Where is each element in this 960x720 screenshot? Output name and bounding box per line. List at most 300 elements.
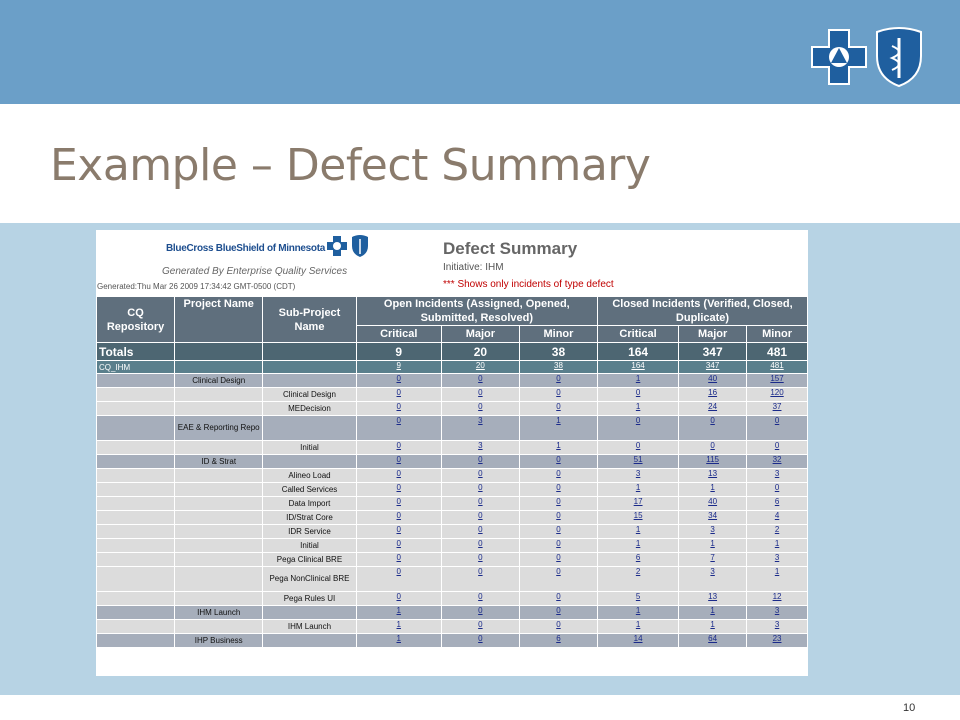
cell-sub-project-name	[263, 374, 355, 387]
open-major-count-link[interactable]: 0	[478, 388, 483, 397]
cell-closed-major	[679, 361, 746, 373]
cell-sub-project-name: Pega Clinical BRE	[263, 553, 355, 566]
closed-critical-count-link[interactable]: 17	[633, 497, 643, 506]
cell-project-name	[175, 388, 262, 401]
open-minor-count-link[interactable]: 0	[556, 469, 561, 478]
cell-sub-project-name: IHM Launch	[263, 620, 355, 633]
cell-open-major	[442, 361, 519, 373]
cell-open-critical	[357, 483, 441, 496]
closed-minor-count-link[interactable]: 2	[774, 525, 780, 534]
closed-major-count-link[interactable]: 40	[708, 497, 718, 506]
cell-open-minor	[520, 455, 597, 468]
open-major-count-link[interactable]: 0	[478, 483, 483, 492]
project-row	[97, 634, 807, 647]
cell-closed-minor	[747, 553, 807, 566]
cell-project-name	[175, 511, 262, 524]
open-major-count-link[interactable]: 0	[478, 455, 483, 464]
sub-project-row	[97, 525, 807, 538]
sub-project-row	[97, 620, 807, 633]
cell-project-name	[175, 539, 262, 552]
cell-open-major	[442, 634, 519, 647]
cell-project-name	[175, 469, 262, 482]
closed-critical-count-link[interactable]: 0	[635, 388, 641, 397]
open-minor-count-link[interactable]: 0	[556, 497, 561, 506]
cell-closed-major	[679, 567, 746, 591]
total-open-major: 20	[442, 343, 519, 360]
closed-minor-count-link[interactable]: 23	[772, 634, 782, 643]
cell-open-minor	[520, 567, 597, 591]
open-minor-count-link[interactable]: 0	[556, 455, 561, 464]
closed-critical-count-link[interactable]: 1	[635, 374, 641, 383]
closed-critical-count-link[interactable]: 1	[635, 606, 641, 615]
cell-open-critical	[357, 416, 441, 440]
closed-critical-count-link[interactable]: 1	[635, 539, 641, 548]
cell-open-minor	[520, 511, 597, 524]
defect-type-note: *** Shows only incidents of type defect	[443, 279, 614, 290]
open-critical-count-link[interactable]: 0	[396, 441, 401, 450]
footer-band	[0, 695, 960, 720]
cell-open-critical	[357, 455, 441, 468]
cell-open-critical	[357, 634, 441, 647]
cell-sub-project-name: Alineo Load	[263, 469, 355, 482]
report-header	[96, 230, 808, 296]
cell-open-major	[442, 567, 519, 591]
open-minor-count-link[interactable]: 0	[556, 592, 561, 601]
cell-open-critical	[357, 539, 441, 552]
closed-critical-count-link[interactable]: 15	[633, 511, 643, 520]
open-major-count-link[interactable]: 0	[478, 606, 483, 615]
cell-repository	[97, 511, 174, 524]
cell-repository	[97, 402, 174, 415]
cell-open-critical	[357, 441, 441, 454]
total-closed-minor: 481	[747, 343, 807, 360]
cell-sub-project-name: Clinical Design	[263, 388, 355, 401]
total-closed-major: 347	[679, 343, 746, 360]
open-minor-count-link[interactable]: 1	[556, 416, 561, 425]
open-major-count-link[interactable]: 0	[478, 567, 483, 576]
open-critical-count-link[interactable]: 1	[396, 606, 401, 615]
col-open-minor: Minor	[520, 326, 597, 342]
cell-closed-minor	[747, 402, 807, 415]
closed-major-count-link[interactable]: 3	[710, 525, 715, 534]
report-title: Defect Summary	[443, 239, 578, 258]
cell-open-minor	[520, 553, 597, 566]
cell-sub-project-name: Pega NonClinical BRE	[263, 567, 355, 591]
project-row	[97, 606, 807, 619]
cell-project-name	[175, 592, 262, 605]
cell-closed-minor	[747, 361, 807, 373]
closed-minor-count-link[interactable]: 3	[774, 620, 780, 629]
closed-minor-count-link[interactable]: 37	[772, 402, 782, 411]
generated-timestamp: Generated:Thu Mar 26 2009 17:34:42 GMT-0500 (CDT)	[97, 282, 296, 291]
open-critical-count-link[interactable]: 0	[396, 416, 401, 425]
closed-major-count-link[interactable]: 347	[705, 361, 720, 370]
open-minor-count-link[interactable]: 0	[556, 553, 561, 562]
cell-closed-minor	[747, 388, 807, 401]
cell-closed-major	[679, 539, 746, 552]
closed-major-count-link[interactable]: 3	[710, 567, 715, 576]
sub-project-row	[97, 567, 807, 591]
closed-major-count-link[interactable]: 13	[708, 469, 718, 478]
cell-closed-critical	[598, 455, 678, 468]
sub-project-row	[97, 539, 807, 552]
cell-project-name	[175, 620, 262, 633]
cell-open-major	[442, 441, 519, 454]
cell-project-name: Clinical Design	[175, 374, 262, 387]
cell-closed-minor	[747, 592, 807, 605]
sub-project-row	[97, 483, 807, 496]
defect-summary-report	[96, 230, 808, 676]
cell-open-major	[442, 497, 519, 510]
closed-critical-count-link[interactable]: 3	[635, 469, 641, 478]
cell-closed-critical	[598, 402, 678, 415]
cell-closed-minor	[747, 416, 807, 440]
cell-closed-minor	[747, 606, 807, 619]
open-minor-count-link[interactable]: 6	[556, 634, 561, 643]
cell-open-minor	[520, 416, 597, 440]
cell-open-minor	[520, 469, 597, 482]
cell-project-name: ID & Strat	[175, 455, 262, 468]
closed-minor-count-link[interactable]: 3	[774, 553, 780, 562]
closed-minor-count-link[interactable]: 481	[770, 361, 784, 370]
cell-open-minor	[520, 441, 597, 454]
sub-project-row	[97, 441, 807, 454]
open-minor-count-link[interactable]: 0	[556, 483, 561, 492]
open-minor-count-link[interactable]: 0	[556, 402, 561, 411]
closed-major-count-link[interactable]: 1	[710, 620, 715, 629]
closed-critical-count-link[interactable]: 2	[635, 567, 641, 576]
cell-closed-major	[679, 620, 746, 633]
cell-project-name	[175, 361, 262, 373]
closed-major-count-link[interactable]: 7	[710, 553, 715, 562]
open-major-count-link[interactable]: 0	[478, 539, 483, 548]
cell-open-minor	[520, 620, 597, 633]
closed-major-count-link[interactable]: 40	[708, 374, 718, 383]
open-major-count-link[interactable]: 0	[478, 634, 483, 643]
cell-closed-minor	[747, 511, 807, 524]
open-critical-count-link[interactable]: 0	[396, 497, 401, 506]
closed-critical-count-link[interactable]: 1	[635, 525, 641, 534]
col-cq-repository: CQ Repository	[97, 297, 174, 342]
open-major-count-link[interactable]: 0	[478, 620, 483, 629]
page-number: 10	[903, 702, 916, 714]
cell-sub-project-name	[263, 634, 355, 647]
cell-closed-minor	[747, 620, 807, 633]
cell-closed-major	[679, 441, 746, 454]
cell-closed-minor	[747, 469, 807, 482]
closed-minor-count-link[interactable]: 0	[774, 483, 780, 492]
open-major-count-link[interactable]: 0	[478, 469, 483, 478]
open-major-count-link[interactable]: 3	[478, 441, 483, 450]
open-minor-count-link[interactable]: 38	[554, 361, 563, 370]
cell-sub-project-name	[263, 606, 355, 619]
open-major-count-link[interactable]: 3	[478, 416, 483, 425]
cell-open-major	[442, 455, 519, 468]
cell-closed-critical	[598, 497, 678, 510]
closed-critical-count-link[interactable]: 6	[635, 553, 641, 562]
cell-open-major	[442, 592, 519, 605]
brand-shield-icon	[351, 234, 369, 258]
slide-title: Example – Defect Summary	[50, 140, 651, 191]
cell-sub-project-name: MEDecision	[263, 402, 355, 415]
col-closed-major: Major	[679, 326, 746, 342]
open-critical-count-link[interactable]: 0	[396, 553, 401, 562]
cell-closed-minor	[747, 497, 807, 510]
cell-sub-project-name	[263, 416, 355, 440]
blue-shield-logo-icon	[874, 26, 924, 88]
sub-project-row	[97, 592, 807, 605]
open-major-count-link[interactable]: 0	[478, 402, 483, 411]
cell-open-minor	[520, 497, 597, 510]
cell-sub-project-name: Pega Rules UI	[263, 592, 355, 605]
defect-summary-table	[96, 296, 808, 648]
cell-project-name	[175, 497, 262, 510]
cell-open-major	[442, 553, 519, 566]
generated-by: Generated By Enterprise Quality Services	[162, 266, 348, 277]
closed-minor-count-link[interactable]: 32	[772, 455, 782, 464]
closed-critical-count-link[interactable]: 1	[635, 402, 641, 411]
cell-open-minor	[520, 539, 597, 552]
open-critical-count-link[interactable]: 0	[396, 483, 401, 492]
open-major-count-link[interactable]: 20	[475, 361, 485, 370]
closed-major-count-link[interactable]: 16	[708, 388, 718, 397]
project-row	[97, 374, 807, 387]
cell-open-critical	[357, 497, 441, 510]
cell-closed-critical	[598, 634, 678, 647]
cell-closed-critical	[598, 374, 678, 387]
cell-repository	[97, 525, 174, 538]
cell-closed-minor	[747, 539, 807, 552]
closed-minor-count-link[interactable]: 3	[774, 469, 780, 478]
col-open-major: Major	[442, 326, 519, 342]
open-major-count-link[interactable]: 0	[478, 374, 483, 383]
closed-minor-count-link[interactable]: 1	[774, 567, 780, 576]
cell-repository: CQ_IHM	[97, 361, 174, 373]
cell-closed-critical	[598, 620, 678, 633]
totals-row	[97, 343, 807, 360]
open-critical-count-link[interactable]: 0	[396, 525, 401, 534]
cell-closed-critical	[598, 567, 678, 591]
closed-critical-count-link[interactable]: 1	[635, 483, 641, 492]
cell-open-minor	[520, 402, 597, 415]
cell-closed-minor	[747, 455, 807, 468]
closed-major-count-link[interactable]: 1	[710, 539, 715, 548]
cell-repository	[97, 553, 174, 566]
cell-closed-minor	[747, 567, 807, 591]
cell-open-minor	[520, 592, 597, 605]
open-major-count-link[interactable]: 0	[478, 592, 483, 601]
cell-closed-minor	[747, 441, 807, 454]
cell-open-major	[442, 374, 519, 387]
open-critical-count-link[interactable]: 0	[396, 455, 401, 464]
col-project-name: Project Name	[175, 297, 262, 342]
closed-major-count-link[interactable]: 115	[706, 455, 719, 464]
closed-minor-count-link[interactable]: 0	[774, 416, 780, 425]
cell-open-major	[442, 620, 519, 633]
cell-open-critical	[357, 361, 441, 373]
open-minor-count-link[interactable]: 0	[556, 606, 561, 615]
open-critical-count-link[interactable]: 0	[396, 511, 401, 520]
cell-open-minor	[520, 361, 597, 373]
col-closed-incidents: Closed Incidents (Verified, Closed, Duplicate)	[598, 297, 807, 325]
closed-critical-count-link[interactable]: 1	[635, 620, 641, 629]
cell-project-name: EAE & Reporting Repo	[175, 416, 262, 440]
closed-major-count-link[interactable]: 1	[710, 483, 715, 492]
closed-minor-count-link[interactable]: 6	[774, 497, 780, 506]
open-critical-count-link[interactable]: 0	[396, 469, 401, 478]
closed-minor-count-link[interactable]: 120	[770, 388, 784, 397]
cell-sub-project-name: IDR Service	[263, 525, 355, 538]
cell-open-critical	[357, 553, 441, 566]
brand-cross-icon	[326, 235, 348, 257]
cell-repository	[97, 441, 174, 454]
open-minor-count-link[interactable]: 0	[556, 620, 561, 629]
sub-project-row	[97, 511, 807, 524]
closed-minor-count-link[interactable]: 4	[774, 511, 780, 520]
cell-open-critical	[357, 620, 441, 633]
cell-closed-critical	[598, 388, 678, 401]
cell-sub-project-name: Initial	[263, 441, 355, 454]
cell-project-name	[175, 553, 262, 566]
cell-closed-major	[679, 511, 746, 524]
cell-closed-major	[679, 402, 746, 415]
closed-major-count-link[interactable]: 13	[708, 592, 718, 601]
cell-project-name	[175, 402, 262, 415]
cell-closed-critical	[598, 592, 678, 605]
open-critical-count-link[interactable]: 0	[396, 374, 401, 383]
cell-repository	[97, 620, 174, 633]
open-major-count-link[interactable]: 0	[478, 511, 483, 520]
open-minor-count-link[interactable]: 0	[556, 374, 561, 383]
closed-critical-count-link[interactable]: 0	[635, 416, 641, 425]
open-major-count-link[interactable]: 0	[478, 525, 483, 534]
closed-critical-count-link[interactable]: 0	[635, 441, 641, 450]
open-critical-count-link[interactable]: 0	[396, 567, 401, 576]
col-closed-minor: Minor	[747, 326, 807, 342]
cell-project-name	[175, 483, 262, 496]
project-row	[97, 416, 807, 440]
cell-closed-minor	[747, 634, 807, 647]
open-major-count-link[interactable]: 0	[478, 553, 483, 562]
cell-repository	[97, 416, 174, 440]
open-minor-count-link[interactable]: 0	[556, 567, 561, 576]
open-minor-count-link[interactable]: 0	[556, 539, 561, 548]
closed-major-count-link[interactable]: 24	[708, 402, 718, 411]
open-critical-count-link[interactable]: 9	[396, 361, 401, 370]
closed-minor-count-link[interactable]: 12	[772, 592, 782, 601]
cell-closed-critical	[598, 525, 678, 538]
cell-closed-critical	[598, 511, 678, 524]
open-major-count-link[interactable]: 0	[478, 497, 483, 506]
cell-open-critical	[357, 511, 441, 524]
cell-repository	[97, 606, 174, 619]
cell-project-name: IHP Business	[175, 634, 262, 647]
cell-open-critical	[357, 402, 441, 415]
cell-open-major	[442, 483, 519, 496]
total-open-minor: 38	[520, 343, 597, 360]
cell-open-major	[442, 606, 519, 619]
closed-minor-count-link[interactable]: 157	[770, 374, 784, 383]
cell-closed-major	[679, 455, 746, 468]
cell-closed-major	[679, 553, 746, 566]
cell-closed-critical	[598, 469, 678, 482]
open-minor-count-link[interactable]: 0	[556, 388, 561, 397]
repository-row	[97, 361, 807, 373]
cell-closed-minor	[747, 525, 807, 538]
sub-project-row	[97, 469, 807, 482]
cell-closed-critical	[598, 361, 678, 373]
cell-open-minor	[520, 606, 597, 619]
total-open-critical: 9	[357, 343, 441, 360]
cell-sub-project-name: Called Services	[263, 483, 355, 496]
cell-closed-major	[679, 497, 746, 510]
closed-minor-count-link[interactable]: 0	[774, 441, 780, 450]
cell-open-major	[442, 469, 519, 482]
cell-open-major	[442, 416, 519, 440]
header-row	[97, 297, 807, 325]
cell-open-major	[442, 511, 519, 524]
cell-sub-project-name: ID/Strat Core	[263, 511, 355, 524]
closed-minor-count-link[interactable]: 1	[774, 539, 780, 548]
cell-closed-minor	[747, 483, 807, 496]
closed-critical-count-link[interactable]: 14	[633, 634, 643, 643]
open-minor-count-link[interactable]: 0	[556, 511, 561, 520]
open-minor-count-link[interactable]: 1	[556, 441, 561, 450]
cell-closed-major	[679, 525, 746, 538]
open-critical-count-link[interactable]: 0	[396, 388, 401, 397]
closed-critical-count-link[interactable]: 51	[633, 455, 643, 464]
open-critical-count-link[interactable]: 0	[396, 539, 401, 548]
sub-project-row	[97, 553, 807, 566]
open-critical-count-link[interactable]: 0	[396, 402, 401, 411]
cell-open-critical	[357, 567, 441, 591]
project-row	[97, 455, 807, 468]
cell-open-critical	[357, 592, 441, 605]
blue-cross-logo-icon	[810, 28, 868, 86]
cell-closed-critical	[598, 441, 678, 454]
closed-major-count-link[interactable]: 0	[710, 441, 715, 450]
closed-critical-count-link[interactable]: 5	[635, 592, 641, 601]
cell-open-critical	[357, 374, 441, 387]
closed-major-count-link[interactable]: 0	[710, 416, 715, 425]
closed-critical-count-link[interactable]: 164	[631, 361, 645, 370]
cell-repository	[97, 455, 174, 468]
closed-major-count-link[interactable]: 1	[710, 606, 715, 615]
cell-closed-major	[679, 483, 746, 496]
cell-open-major	[442, 402, 519, 415]
closed-major-count-link[interactable]: 34	[708, 511, 718, 520]
cell-sub-project-name: Data Import	[263, 497, 355, 510]
cell-closed-major	[679, 469, 746, 482]
cell-repository	[97, 483, 174, 496]
sub-project-row	[97, 402, 807, 415]
open-critical-count-link[interactable]: 1	[396, 620, 401, 629]
cell-repository	[97, 469, 174, 482]
cell-project-name	[175, 567, 262, 591]
open-minor-count-link[interactable]: 0	[556, 525, 561, 534]
open-critical-count-link[interactable]: 0	[396, 592, 401, 601]
cell-open-major	[442, 388, 519, 401]
cell-closed-critical	[598, 606, 678, 619]
col-open-critical: Critical	[357, 326, 441, 342]
cell-closed-critical	[598, 539, 678, 552]
open-critical-count-link[interactable]: 1	[396, 634, 401, 643]
cell-sub-project-name	[263, 361, 355, 373]
closed-minor-count-link[interactable]: 3	[774, 606, 780, 615]
closed-major-count-link[interactable]: 64	[708, 634, 718, 643]
total-closed-critical: 164	[598, 343, 678, 360]
totals-label: Totals	[97, 343, 174, 360]
